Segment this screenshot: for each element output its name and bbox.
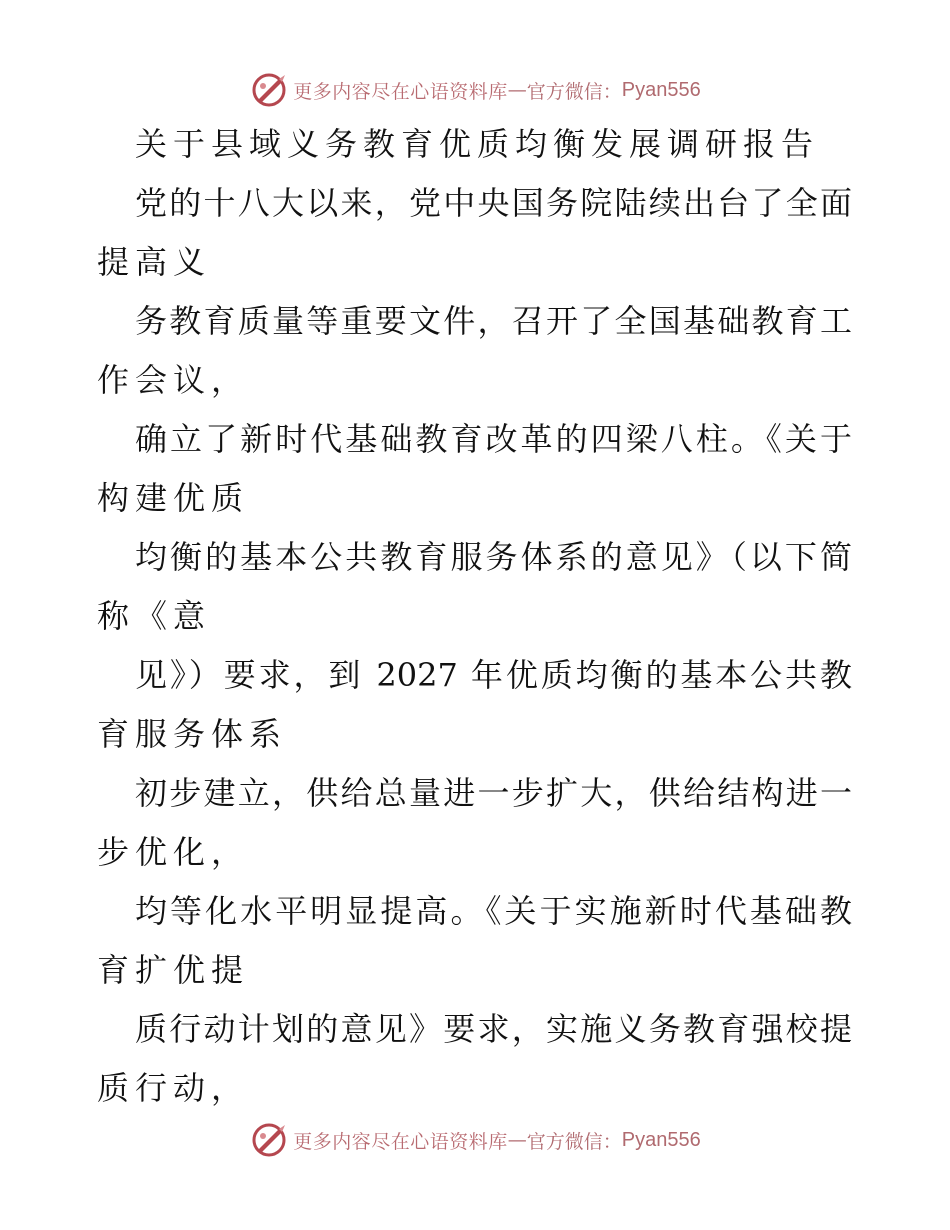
watermark-main-text: 更多内容尽在心语资料库	[293, 80, 508, 103]
doc-line: 构建优质	[97, 479, 250, 517]
doc-line: 提高义	[97, 243, 212, 281]
watermark-main-text: 更多内容尽在心语资料库	[293, 1130, 508, 1153]
doc-line: 育扩优提	[97, 951, 250, 989]
doc-line: 均衡的基本公共教育服务体系的意见》（以下简	[135, 538, 852, 576]
doc-line: 称《意	[97, 597, 212, 635]
doc-line: 见》）要求，到 2027 年优质均衡的基本公共教	[135, 656, 852, 694]
doc-line: 党的十八大以来，党中央国务院陆续出台了全面	[135, 184, 852, 222]
quill-seal-icon	[249, 1120, 289, 1160]
doc-line: 作会议，	[97, 361, 250, 399]
watermark-wechat-id: Pyan556	[621, 78, 701, 101]
doc-line: 步优化，	[97, 833, 250, 871]
doc-line: 初步建立，供给总量进一步扩大，供给结构进一	[135, 774, 852, 812]
watermark-dash: —	[507, 79, 527, 101]
watermark-wechat-id: Pyan556	[621, 1128, 701, 1151]
document-body	[97, 115, 852, 1118]
doc-line: 均等化水平明显提高。《关于实施新时代基础教	[135, 892, 852, 930]
watermark-wechat-label: 官方微信：	[526, 1130, 622, 1153]
doc-line: 质行动计划的意见》要求，实施义务教育强校提	[135, 1010, 852, 1048]
doc-line: 确立了新时代基础教育改革的四梁八柱。《关于	[135, 420, 852, 458]
doc-title: 关于县域义务教育优质均衡发展调研报告	[135, 125, 820, 163]
quill-seal-icon	[249, 70, 289, 110]
watermark-wechat-label: 官方微信：	[526, 80, 622, 103]
doc-line: 育服务体系	[97, 715, 288, 753]
footer-watermark	[0, 1118, 950, 1162]
doc-line: 质行动，	[97, 1069, 250, 1107]
watermark-dash: —	[507, 1129, 527, 1151]
header-watermark	[0, 68, 950, 112]
doc-line: 务教育质量等重要文件，召开了全国基础教育工	[135, 302, 852, 340]
